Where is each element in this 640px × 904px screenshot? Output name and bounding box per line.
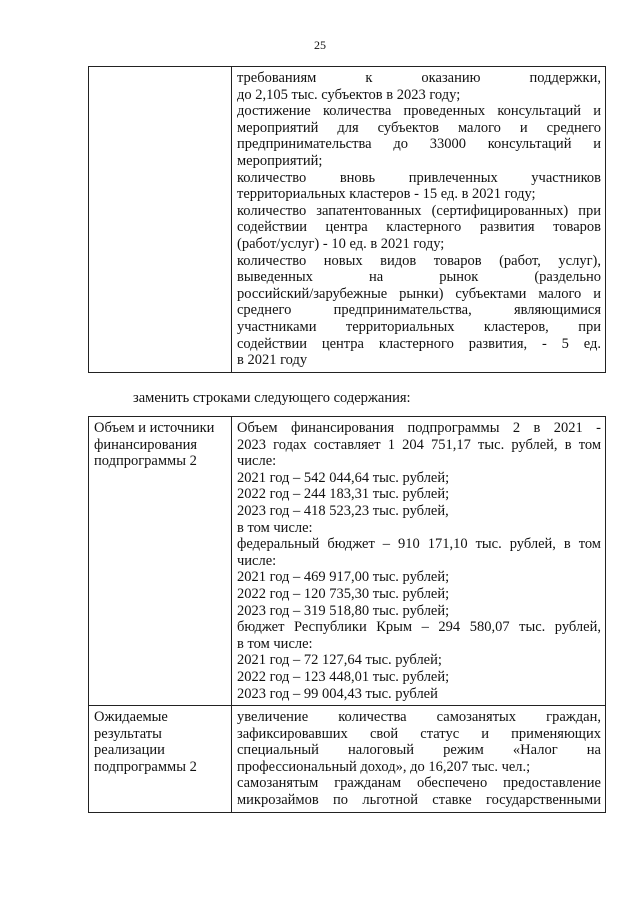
text-line: среднего предпринимательства, являющимися: [237, 302, 601, 319]
text-line: в том числе:: [237, 519, 313, 536]
table-row: [89, 706, 606, 813]
page-number: 25: [314, 38, 326, 52]
row-label-line: подпрограммы 2: [94, 453, 197, 470]
text-line: предпринимательства до 33000 консультаций и: [237, 136, 601, 153]
text-line: 2023 год – 418 523,23 тыс. рублей,: [237, 502, 449, 519]
text-line: количество новых видов товаров (работ, услуг),: [237, 252, 601, 269]
label-cell: [89, 417, 232, 706]
text-line: Объем финансирования подпрограммы 2 в 2021 -: [237, 420, 601, 436]
row-label-line: реализации: [94, 742, 165, 759]
text-line: зафиксировавших свой статус и применяющих: [237, 725, 601, 742]
table-row: [89, 417, 606, 706]
label-cell: [89, 706, 232, 813]
text-line: в том числе:: [237, 635, 313, 652]
text-line: самозанятым гражданам обеспечено предоставление: [237, 775, 601, 792]
row-label-line: результаты: [94, 725, 162, 742]
text-line: бюджет Республики Крым – 294 580,07 тыс. рублей,: [237, 619, 601, 636]
text-line: содействии центра кластерного развития, - 5 ед.: [237, 335, 601, 352]
text-line: российский/зарубежные рынки) субъектами малого и: [237, 285, 601, 302]
row-label-line: Объем и источники: [94, 420, 215, 436]
text-line: в 2021 году: [237, 352, 308, 369]
label-cell: [89, 67, 232, 373]
content-cell: [232, 417, 606, 706]
text-line: 2023 год – 319 518,80 тыс. рублей;: [237, 602, 450, 619]
content-cell: [232, 67, 606, 373]
text-line: 2022 год – 244 183,31 тыс. рублей;: [237, 486, 450, 503]
text-line: до 2,105 тыс. субъектов в 2023 году;: [237, 86, 461, 103]
content-cell: [232, 706, 606, 813]
text-line: 2021 год – 542 044,64 тыс. рублей;: [237, 469, 450, 486]
row-label-line: подпрограммы 2: [94, 758, 197, 775]
text-line: числе:: [237, 552, 277, 569]
text-line: 2023 год – 99 004,43 тыс. рублей: [237, 685, 438, 702]
text-line: мероприятий;: [237, 152, 323, 169]
text-line: достижение количества проведенных консультаций и: [237, 103, 601, 120]
text-line: микрозаймов по льготной ставке государственными: [237, 792, 601, 809]
text-line: участниками территориальных кластеров, при: [237, 318, 601, 335]
text-line: количество запатентованных (сертифицированных) при: [237, 202, 601, 219]
text-line: 2023 годах составляет 1 204 751,17 тыс. рублей, в том: [237, 436, 601, 453]
text-line: территориальных кластеров - 15 ед. в 2021 году;: [237, 186, 536, 203]
row-label-line: Ожидаемые: [94, 709, 168, 726]
text-line: выведенных на рынок (раздельно: [237, 269, 601, 286]
text-line: 2022 год – 123 448,01 тыс. рублей;: [237, 668, 450, 685]
text-line: федеральный бюджет – 910 171,10 тыс. рублей, в том: [237, 536, 601, 553]
text-line: количество вновь привлеченных участников: [237, 169, 601, 186]
text-line: профессиональный доход», до 16,207 тыс. чел.;: [237, 758, 531, 775]
replacement-table: [88, 416, 606, 813]
text-line: увеличение количества самозанятых граждан,: [237, 709, 601, 726]
text-line: числе:: [237, 453, 277, 470]
text-line: мероприятий для субъектов малого и среднего: [237, 119, 601, 136]
row-label-line: финансирования: [94, 436, 198, 453]
continued-table: [88, 66, 606, 373]
text-line: 2021 год – 72 127,64 тыс. рублей;: [237, 652, 442, 669]
replacement-intro: заменить строками следующего содержания:: [133, 390, 411, 406]
text-line: (работ/услуг) - 10 ед. в 2021 году;: [237, 235, 445, 252]
text-line: содействии центра кластерного развития товаров: [237, 219, 601, 236]
table-row: [89, 67, 606, 373]
text-line: требованиям к оказанию поддержки,: [237, 70, 601, 86]
text-line: 2021 год – 469 917,00 тыс. рублей;: [237, 569, 450, 586]
text-line: специальный налоговый режим «Налог на: [237, 742, 601, 759]
text-line: 2022 год – 120 735,30 тыс. рублей;: [237, 585, 450, 602]
